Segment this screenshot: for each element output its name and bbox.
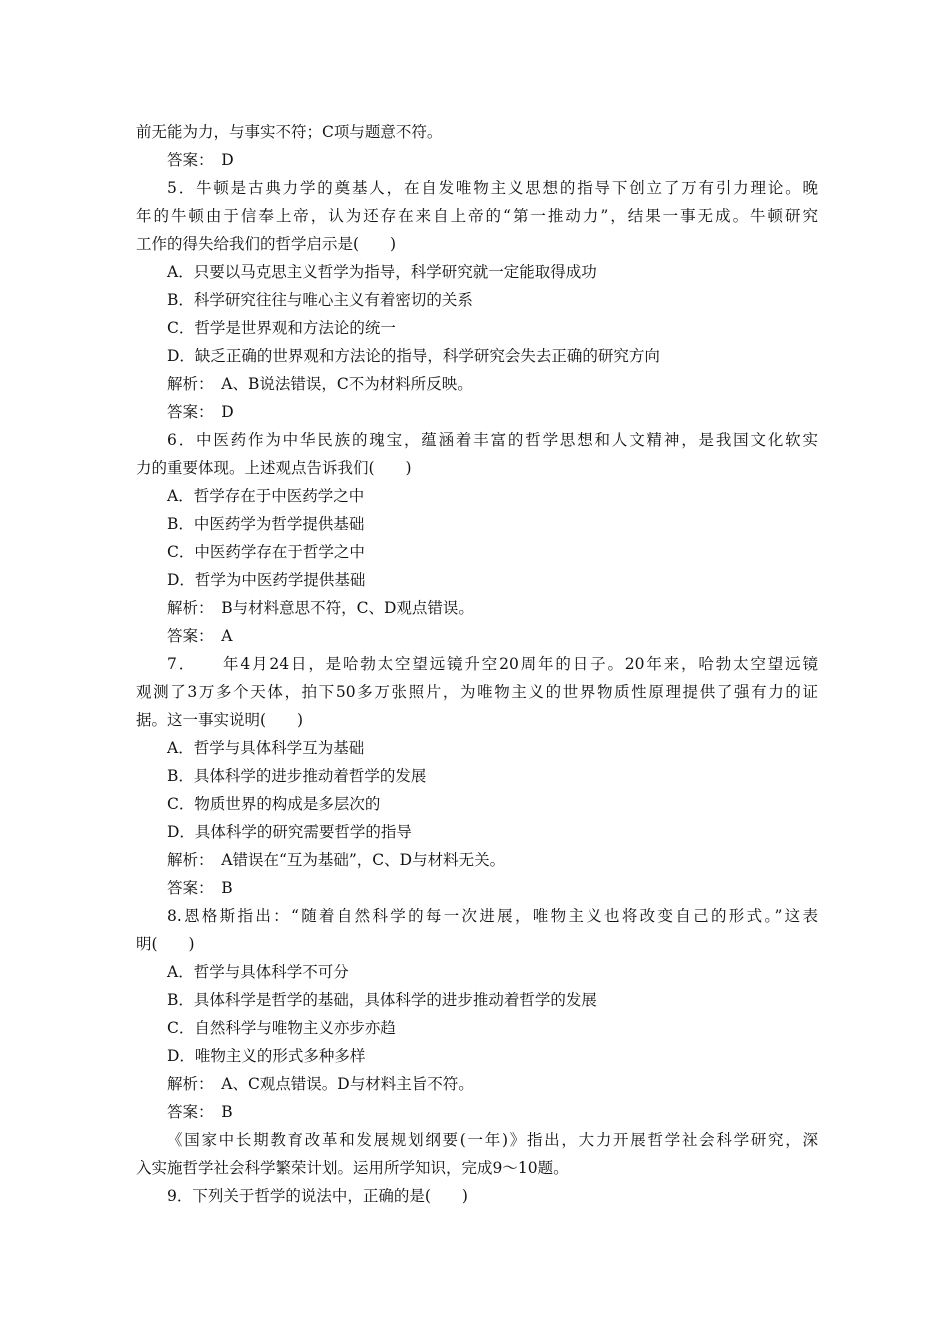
- text-line: 7． 年4月24日，是哈勃太空望远镜升空20周年的日子。20年来，哈勃太空望远镜: [167, 655, 818, 673]
- text-line: B．具体科学是哲学的基础，具体科学的进步推动着哲学的发展: [167, 991, 597, 1009]
- text-line: 答案： D: [167, 403, 234, 421]
- text-line: B．科学研究往往与唯心主义有着密切的关系: [167, 291, 473, 309]
- text-line: D．唯物主义的形式多种多样: [167, 1047, 366, 1065]
- text-line: 答案： A: [167, 627, 233, 645]
- text-line: A．哲学与具体科学不可分: [167, 963, 349, 981]
- text-line: 年的牛顿由于信奉上帝，认为还存在来自上帝的“第一推动力”，结果一事无成。牛顿研究: [136, 207, 818, 225]
- text-line: B．中医药学为哲学提供基础: [167, 515, 365, 533]
- text-line: 5．牛顿是古典力学的奠基人，在自发唯物主义思想的指导下创立了万有引力理论。晚: [167, 179, 818, 197]
- text-line: C．物质世界的构成是多层次的: [167, 795, 381, 813]
- text-line: 前无能为力，与事实不符；C项与题意不符。: [136, 123, 443, 141]
- text-line: 解析： A错误在“互为基础”，C、D与材料无关。: [167, 851, 506, 869]
- text-line: A．只要以马克思主义哲学为指导，科学研究就一定能取得成功: [167, 263, 597, 281]
- text-line: 观测了3万多个天体，拍下50多万张照片，为唯物主义的世界物质性原理提供了强有力的证: [136, 683, 818, 701]
- text-line: 解析： B与材料意思不符，C、D观点错误。: [167, 599, 474, 617]
- text-line: C．自然科学与唯物主义亦步亦趋: [167, 1019, 396, 1037]
- text-line: 解析： A、B说法错误，C不为材料所反映。: [167, 375, 473, 393]
- text-line: A．哲学存在于中医药学之中: [167, 487, 365, 505]
- text-line: C．中医药学存在于哲学之中: [167, 543, 365, 561]
- text-line: C．哲学是世界观和方法论的统一: [167, 319, 396, 337]
- text-line: D．缺乏正确的世界观和方法论的指导，科学研究会失去正确的研究方向: [167, 347, 660, 365]
- text-line: B．具体科学的进步推动着哲学的发展: [167, 767, 427, 785]
- text-line: 答案： D: [167, 151, 234, 169]
- text-line: 6．中医药作为中华民族的瑰宝，蕴涵着丰富的哲学思想和人文精神，是我国文化软实: [167, 431, 818, 449]
- text-line: 8.恩格斯指出：“随着自然科学的每一次进展，唯物主义也将改变自己的形式。”这表: [167, 907, 818, 925]
- text-line: 答案： B: [167, 1103, 233, 1121]
- text-line: 明( ): [136, 935, 195, 953]
- text-line: 答案： B: [167, 879, 233, 897]
- text-line: 工作的得失给我们的哲学启示是( ): [136, 235, 397, 253]
- text-line: 解析： A、C观点错误。D与材料主旨不符。: [167, 1075, 474, 1093]
- text-line: D．具体科学的研究需要哲学的指导: [167, 823, 412, 841]
- text-line: 据。这一事实说明( ): [136, 711, 304, 729]
- text-line: 入实施哲学社会科学繁荣计划。运用所学知识，完成9～10题。: [136, 1159, 569, 1177]
- text-line: 力的重要体现。上述观点告诉我们( ): [136, 459, 412, 477]
- text-line: 9．下列关于哲学的说法中，正确的是( ): [167, 1187, 468, 1205]
- text-line: 《国家中长期教育改革和发展规划纲要(一年)》指出，大力开展哲学社会科学研究，深: [167, 1131, 818, 1149]
- text-line: D．哲学为中医药学提供基础: [167, 571, 366, 589]
- document-body: [136, 118, 818, 1210]
- text-line: A．哲学与具体科学互为基础: [167, 739, 365, 757]
